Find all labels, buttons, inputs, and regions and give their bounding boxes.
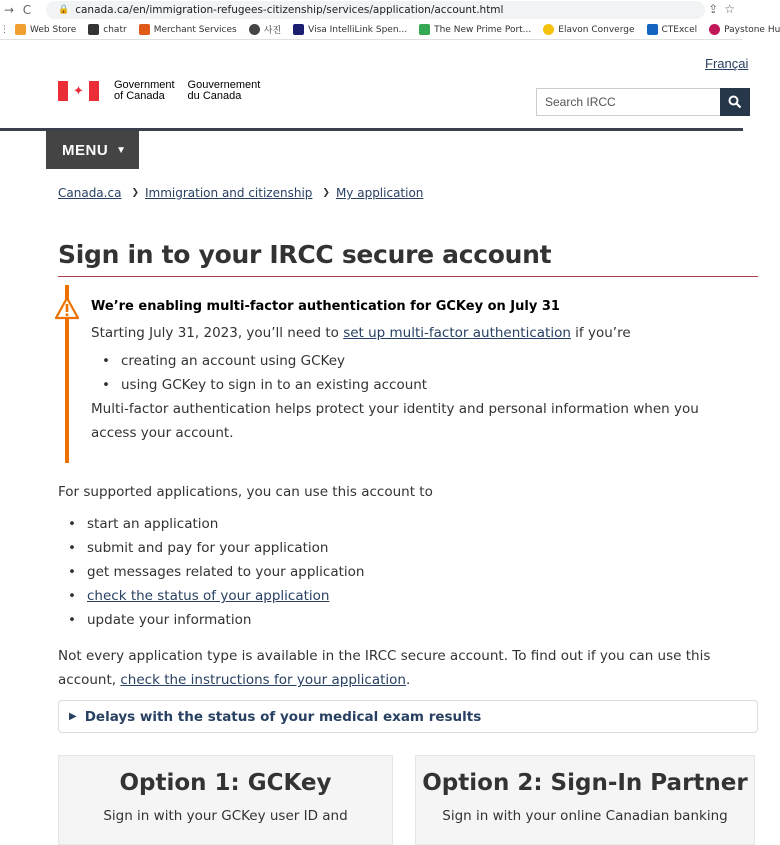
address-bar[interactable] bbox=[46, 1, 705, 19]
grid-icon bbox=[419, 24, 430, 35]
list-item bbox=[58, 584, 364, 608]
browser-toolbar bbox=[0, 0, 743, 20]
page-title: Sign in to your IRCC secure account bbox=[58, 240, 552, 269]
bookmark-web-store[interactable] bbox=[15, 24, 76, 35]
share-star-icons[interactable]: ⇪☆ bbox=[708, 2, 741, 16]
lock-icon: 🔒 bbox=[58, 5, 70, 15]
option-description: Sign in with your online Canadian banking bbox=[442, 808, 728, 824]
alert-heading: We’re enabling multi-factor authentication for GCKey on July 31 bbox=[91, 299, 560, 314]
alert-list bbox=[91, 349, 427, 397]
bookmark-label: Paystone Hu bbox=[724, 24, 780, 35]
list-item: • start an application bbox=[58, 512, 364, 536]
web-store-icon bbox=[15, 24, 26, 35]
warning-icon bbox=[55, 297, 79, 319]
expand-triangle-icon: ▶ bbox=[69, 711, 77, 722]
canada-flag-icon: ✦ bbox=[58, 81, 99, 101]
bookmark-visa[interactable] bbox=[293, 24, 407, 35]
search-input[interactable]: Search IRCC bbox=[536, 88, 720, 116]
bookmark-merchant-services[interactable] bbox=[139, 24, 237, 35]
chatr-icon bbox=[88, 24, 99, 35]
option-gckey-card bbox=[58, 755, 393, 845]
bookmark-label: Web Store bbox=[30, 24, 77, 35]
alert-paragraph: Multi-factor authentication helps protect your identity and personal information when you access your account. bbox=[91, 401, 699, 441]
check-status-link[interactable]: check the status of your application bbox=[87, 588, 330, 604]
instructions-link[interactable]: check the instructions for your application bbox=[120, 672, 406, 688]
title-underline bbox=[58, 276, 758, 277]
mfa-warning-alert bbox=[58, 285, 738, 463]
mfa-setup-link[interactable]: set up multi-factor authentication bbox=[343, 325, 571, 341]
breadcrumb-canada-ca[interactable]: Canada.ca bbox=[58, 186, 122, 200]
paystone-icon bbox=[709, 24, 720, 35]
option-description: Sign in with your GCKey user ID and bbox=[103, 808, 348, 824]
bookmark-photos[interactable] bbox=[249, 23, 281, 36]
gov-name-fr: Gouvernement du Canada bbox=[187, 79, 261, 102]
chart-icon bbox=[139, 24, 150, 35]
list-item: • update your information bbox=[58, 608, 364, 632]
ctexcel-icon bbox=[647, 24, 658, 35]
bookmark-label: Elavon Converge bbox=[558, 24, 635, 35]
breadcrumb bbox=[58, 186, 423, 200]
bookmark-label: Merchant Services bbox=[153, 24, 237, 35]
forward-icon[interactable]: → bbox=[3, 3, 15, 17]
bookmark-chatr[interactable] bbox=[88, 24, 126, 35]
alert-paragraph: Starting July 31, 2023, you’ll need to set up multi-factor authentication if you’re bbox=[91, 325, 631, 341]
globe-icon bbox=[249, 24, 260, 35]
bookmarks-bar bbox=[0, 20, 780, 40]
list-item: • using GCKey to sign in to an existing account bbox=[91, 373, 427, 397]
chevron-down-icon: ▼ bbox=[116, 144, 127, 156]
gov-name-en: Government of Canada bbox=[114, 79, 175, 102]
apps-icon[interactable]: ⋮ bbox=[0, 24, 9, 35]
search-button[interactable] bbox=[720, 88, 750, 116]
elavon-icon bbox=[543, 24, 554, 35]
bookmark-ctexcel[interactable] bbox=[647, 24, 698, 35]
option-sign-in-partner-card bbox=[415, 755, 755, 845]
language-toggle-link[interactable]: Françai bbox=[705, 56, 749, 71]
breadcrumb-immigration[interactable]: Immigration and citizenship bbox=[144, 186, 313, 200]
option-title: Option 2: Sign-In Partner bbox=[422, 770, 748, 796]
bookmark-label: The New Prime Port... bbox=[434, 24, 532, 35]
list-item: • submit and pay for your application bbox=[58, 536, 364, 560]
bookmark-label: Visa IntelliLink Spen... bbox=[308, 24, 408, 35]
availability-note: Not every application type is available in the IRCC secure account. To find out if you can use this account, check the instructions for your application. bbox=[58, 648, 711, 688]
bookmark-elavon[interactable] bbox=[543, 24, 634, 35]
breadcrumb-my-application[interactable]: My application bbox=[335, 186, 424, 200]
bookmark-prime-port[interactable] bbox=[419, 24, 531, 35]
menu-button[interactable]: MENU ▼ bbox=[46, 131, 139, 169]
list-item: • creating an account using GCKey bbox=[91, 349, 427, 373]
option-title: Option 1: GCKey bbox=[119, 770, 332, 796]
bookmark-label: chatr bbox=[103, 24, 127, 35]
visa-icon bbox=[293, 24, 304, 35]
bookmark-paystone[interactable] bbox=[709, 24, 780, 35]
bookmark-label: 사진 bbox=[263, 26, 282, 36]
bookmark-label: CTExcel bbox=[661, 24, 698, 35]
gov-canada-logo[interactable] bbox=[58, 80, 273, 102]
intro-text: For supported applications, you can use this account to bbox=[58, 484, 433, 500]
reload-icon[interactable]: C bbox=[22, 3, 32, 17]
medical-delays-details[interactable]: ▶ Delays with the status of your medical exam results bbox=[58, 700, 758, 733]
list-item: • get messages related to your application bbox=[58, 560, 364, 584]
url-text: canada.ca/en/immigration-refugees-citizenship/services/application/account.html bbox=[75, 4, 504, 16]
account-uses-list bbox=[58, 512, 364, 632]
chevron-right-icon: ❯ bbox=[322, 188, 330, 198]
search-icon bbox=[728, 95, 742, 109]
chevron-right-icon: ❯ bbox=[131, 188, 139, 198]
